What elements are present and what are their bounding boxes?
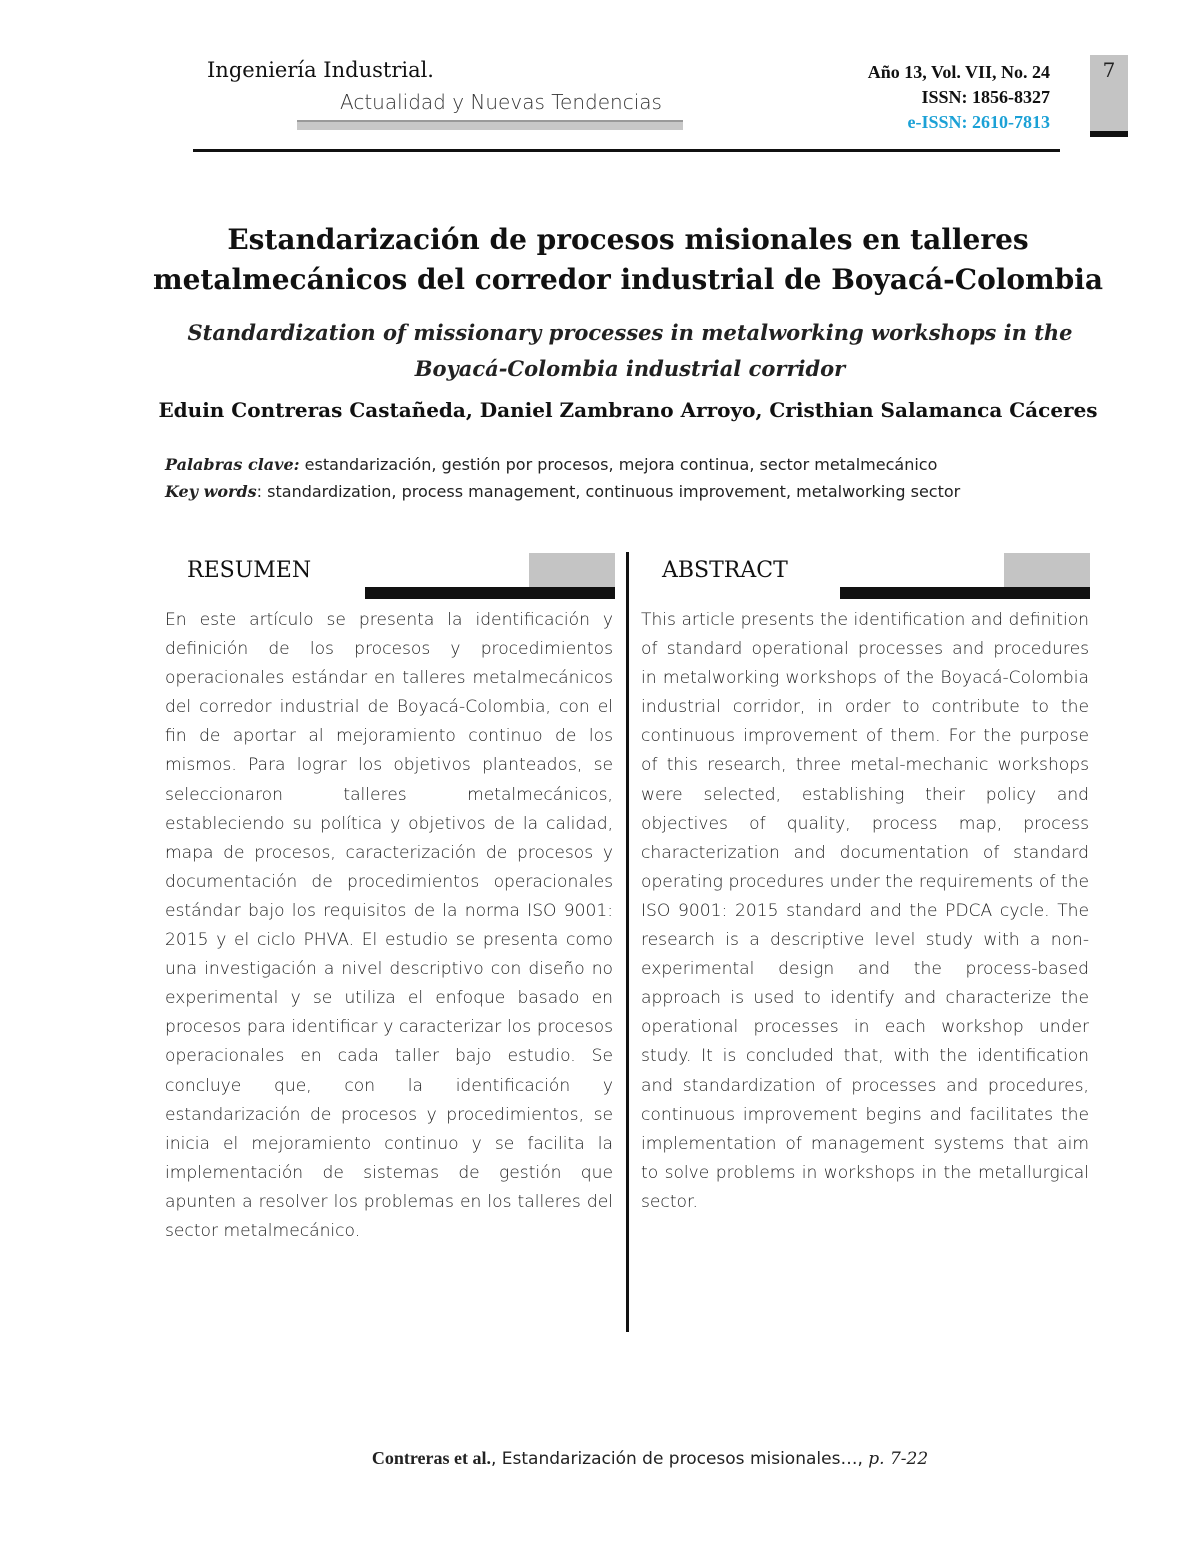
authors: Eduin Contreras Castañeda, Daniel Zambrano Arroyo, Cristhian Salamanca Cáceres <box>158 398 1098 422</box>
journal-name: Ingeniería Industrial. <box>207 58 434 82</box>
subtitle-underline <box>297 120 683 130</box>
resumen-header-gray-block <box>529 553 615 587</box>
page-number-tab-bar <box>1090 131 1128 137</box>
page-number: 7 <box>1102 58 1116 82</box>
footer-pages: p. 7-22 <box>868 1449 929 1469</box>
footer-citation <box>100 1448 1200 1469</box>
abstract-heading: ABSTRACT <box>662 558 788 583</box>
issue-volume: Año 13, Vol. VII, No. 24 <box>867 62 1050 82</box>
journal-subtitle: Actualidad y Nuevas Tendencias <box>340 90 662 114</box>
article-title: Estandarización de procesos misionales en talleres metalmecánicos del corredor industrial de Boyacá-Colombia <box>152 223 1104 296</box>
footer-title: , Estandarización de procesos misionales…, <box>490 1449 869 1469</box>
abstract-header-bar <box>840 587 1090 599</box>
article-title-english: Standardization of missionary processes in metalworking workshops in the Boyacá-Colombia industrial corridor <box>187 320 1073 381</box>
header-rule <box>193 149 1060 152</box>
eissn: e-ISSN: 2610-7813 <box>907 112 1050 132</box>
keywords-spanish <box>165 455 937 474</box>
issue-info <box>868 60 1050 135</box>
column-divider <box>626 552 629 1332</box>
issn: ISSN: 1856-8327 <box>921 87 1050 107</box>
resumen-header-bar <box>365 587 615 599</box>
abstract-header-gray-block <box>1004 553 1090 587</box>
abstract-header <box>640 553 1090 603</box>
keywords-english-label: Key words <box>165 482 257 501</box>
keywords-spanish-text: estandarización, gestión por procesos, mejora continua, sector metalmecánico <box>299 455 938 474</box>
resumen-text: En este artículo se presenta la identificación y definición de los procesos y procedimientos operacionales estándar en talleres metalmecánicos del corredor industrial de Boyacá-Colombia, con el fin de aportar al mejoramiento continuo de los mismos. Para lograr los objetivos planteados, se seleccionaron talleres metalmecánicos, estableciendo su política y objetivos de la calidad, mapa de procesos, caracterización de procesos y documentación de procedimientos operacionales estándar bajo los requisitos de la norma ISO 9001: 2015 y el ciclo PHVA. El estudio se presenta como una investigación a nivel descriptivo con diseño no experimental y se utiliza el enfoque basado en procesos para identificar y caracterizar los procesos operacionales en cada taller bajo estudio. Se concluye que, con la identificación y estandarización de procesos y procedimientos, se inicia el mejoramiento continuo y se facilita la implementación de sistemas de gestión que apunten a resolver los problemas en los talleres del sector metalmecánico. <box>165 610 613 1241</box>
resumen-header <box>165 553 615 603</box>
keywords-english-text: : standardization, process management, continuous improvement, metalworking sector <box>256 482 961 501</box>
keywords-spanish-label: Palabras clave: <box>165 455 300 474</box>
resumen-heading: RESUMEN <box>187 558 312 583</box>
abstract-text: This article presents the identification and definition of standard operational processes and procedures in metalworking workshops of the Boyacá-Colombia industrial corridor, in order to contribute to the continuous improvement of them. For the purpose of this research, three metal-mechanic workshops were selected, establishing their policy and objectives of quality, process map, process characterization and documentation of standard operating procedures under the requirements of the ISO 9001: 2015 standard and the PDCA cycle. The research is a descriptive level study with a non-experimental design and the process-based approach is used to identify and characterize the operational processes in each workshop under study. It is concluded that, with the identification and standardization of processes and procedures, continuous improvement begins and facilitates the implementation of management systems that aim to solve problems in workshops in the metallurgical sector. <box>641 610 1089 1212</box>
footer-authors: Contreras et al. <box>371 1448 491 1468</box>
keywords-english <box>165 482 960 501</box>
